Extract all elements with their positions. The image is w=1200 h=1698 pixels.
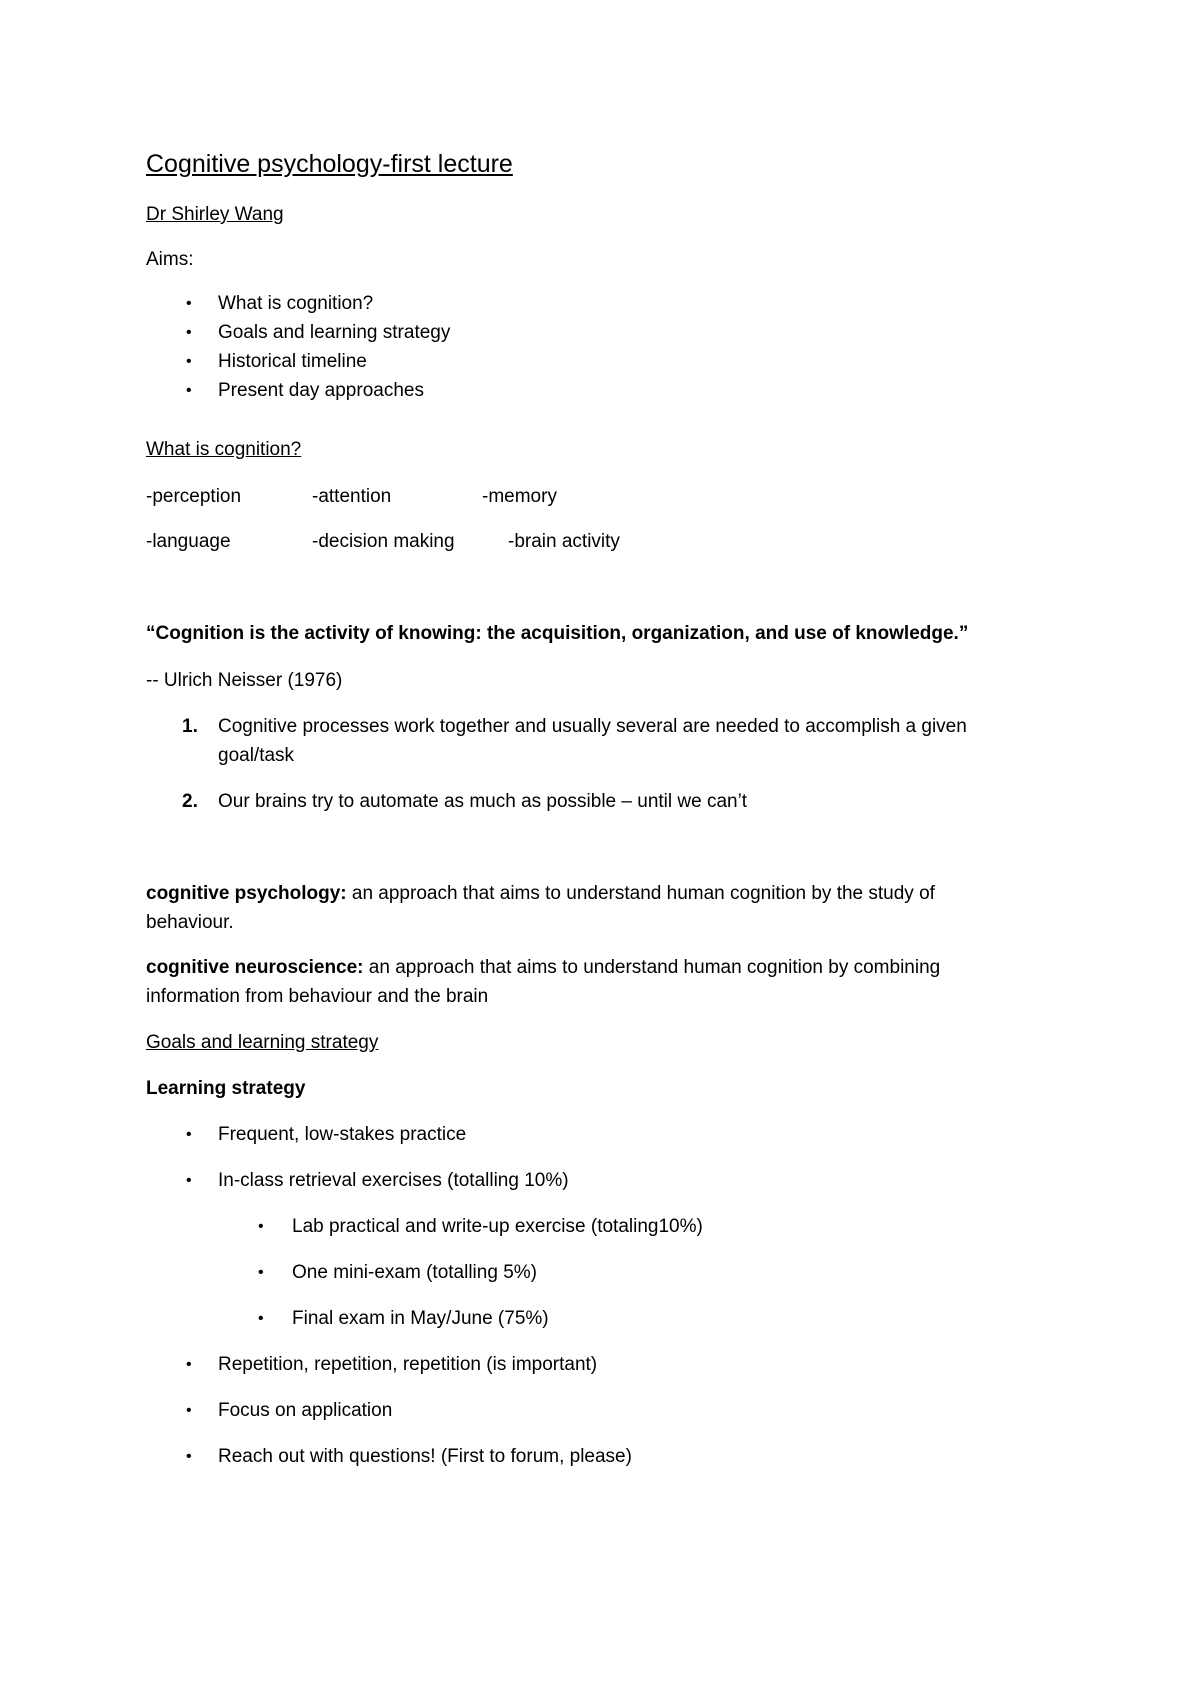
bullet-icon: • — [186, 1402, 192, 1419]
point-text: Our brains try to automate as much as possible – until we can’t — [218, 791, 748, 812]
cognition-term: -brain activity — [508, 531, 620, 552]
definition-text: an approach that aims to understand human cognition by combining — [363, 957, 941, 978]
point-text-continued: goal/task — [218, 745, 295, 766]
point-number: 1. — [182, 716, 198, 737]
definition-text-continued: information from behaviour and the brain — [146, 986, 489, 1007]
definition-cognitive-neuroscience — [146, 954, 940, 982]
cognition-heading: What is cognition? — [146, 439, 302, 460]
aims-item: Goals and learning strategy — [218, 322, 451, 343]
neisser-quote: “Cognition is the activity of knowing: the acquisition, organization, and use of knowledge.” — [146, 623, 969, 644]
definition-term: cognitive neuroscience: — [146, 957, 364, 978]
bullet-icon: • — [186, 1356, 192, 1373]
quote-attribution: -- Ulrich Neisser (1976) — [146, 670, 343, 691]
strategy-item: Frequent, low-stakes practice — [218, 1124, 467, 1145]
closing-item: Reach out with questions! (First to forum, please) — [218, 1446, 632, 1467]
learning-strategy-heading: Learning strategy — [146, 1078, 306, 1099]
cognition-term: -attention — [312, 486, 392, 507]
bullet-icon: • — [258, 1264, 264, 1281]
definition-text: an approach that aims to understand human cognition by the study of — [346, 883, 935, 904]
cognition-term: -decision making — [312, 531, 455, 552]
bullet-icon: • — [186, 1126, 192, 1143]
point-number: 2. — [182, 791, 198, 812]
aims-item: Present day approaches — [218, 380, 424, 401]
closing-item: Repetition, repetition, repetition (is important) — [218, 1354, 598, 1375]
cognition-term: -memory — [482, 486, 557, 507]
bullet-icon: • — [186, 295, 192, 312]
goals-heading: Goals and learning strategy — [146, 1032, 379, 1053]
document-title: Cognitive psychology-first lecture — [146, 150, 513, 178]
aims-item: What is cognition? — [218, 293, 374, 314]
bullet-icon: • — [258, 1218, 264, 1235]
bullet-icon: • — [186, 1172, 192, 1189]
author-name: Dr Shirley Wang — [146, 204, 284, 225]
bullet-icon: • — [186, 353, 192, 370]
cognition-term: -perception — [146, 486, 242, 507]
assessment-item: Lab practical and write-up exercise (totaling10%) — [292, 1216, 703, 1237]
assessment-item: One mini-exam (totalling 5%) — [292, 1262, 537, 1283]
bullet-icon: • — [186, 1448, 192, 1465]
cognition-term: -language — [146, 531, 231, 552]
bullet-icon: • — [186, 324, 192, 341]
aims-item: Historical timeline — [218, 351, 367, 372]
definition-text-continued: behaviour. — [146, 912, 234, 933]
definition-term: cognitive psychology: — [146, 883, 347, 904]
aims-label: Aims: — [146, 249, 194, 270]
bullet-icon: • — [258, 1310, 264, 1327]
closing-item: Focus on application — [218, 1400, 393, 1421]
point-text: Cognitive processes work together and usually several are needed to accomplish a given — [218, 716, 967, 737]
strategy-item: In-class retrieval exercises (totalling 10%) — [218, 1170, 569, 1191]
bullet-icon: • — [186, 382, 192, 399]
assessment-item: Final exam in May/June (75%) — [292, 1308, 549, 1329]
definition-cognitive-psychology — [146, 880, 935, 908]
